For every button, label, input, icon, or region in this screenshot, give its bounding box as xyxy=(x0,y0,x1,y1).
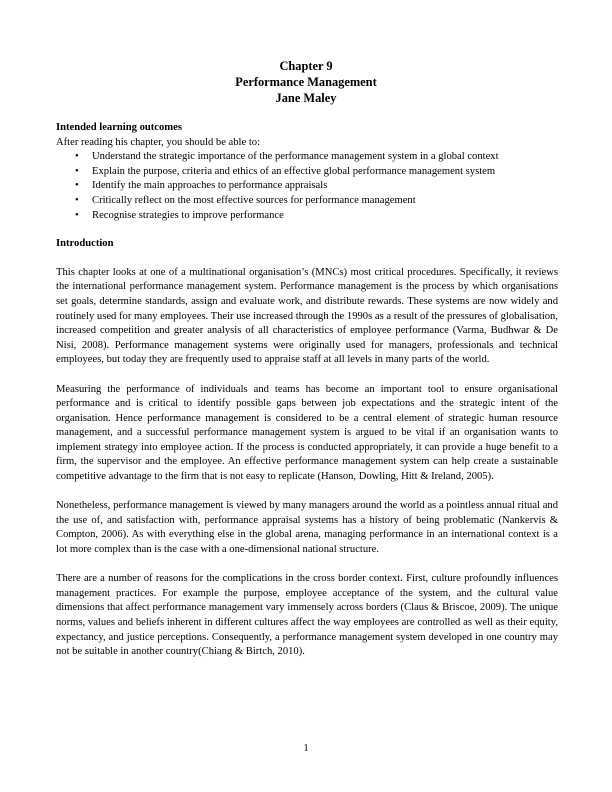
list-item-text: Recognise strategies to improve performance xyxy=(92,209,284,221)
bullet-icon: • xyxy=(75,194,79,206)
list-item xyxy=(56,165,558,180)
list-item-text: Identify the main approaches to performance appraisals xyxy=(92,180,328,192)
title-block xyxy=(0,58,612,106)
intro-paragraph-2: Measuring the performance of individuals and teams has become an important tool to ensure organisational performance and is critical to identify possible gaps between job expectations and the strategic intent of the organisation. Hence performance management is considered to be a central element of strategic human resource management, and a successful performance management system is argued to be vital if an organisation wants to implement strategy into employee action. If the process is conducted appropriately, it can provide a huge benefit to a firm, the supervisor and the employee. An effective performance management system can help create a sustainable competitive advantage to the firm that is not easy to replicate (Hanson, Dowling, Hitt & Ireland, 2005). xyxy=(56,383,558,483)
author-name: Jane Maley xyxy=(275,91,337,105)
intro-paragraph-3: Nonetheless, performance management is viewed by many managers around the world as a pointless annual ritual and the use of, and satisfaction with, performance appraisal systems has a history of being problematic (Nankervis & Compton, 2006). As with everything else in the global arena, managing performance in an international context is a lot more complex than is the case with a one-dimensional national structure. xyxy=(56,500,558,556)
list-item-text: Understand the strategic importance of the performance management system in a global context xyxy=(92,151,499,163)
page-number: 1 xyxy=(303,743,309,754)
list-item-text: Critically reflect on the most effective sources for performance management xyxy=(92,194,416,206)
list-item xyxy=(56,194,558,209)
chapter-number: Chapter 9 xyxy=(279,59,333,73)
list-item xyxy=(56,179,558,194)
bullet-icon: • xyxy=(75,165,79,177)
outcomes-intro: After reading his chapter, you should be able to: xyxy=(56,136,261,148)
bullet-icon: • xyxy=(75,151,79,163)
outcomes-heading: Intended learning outcomes xyxy=(56,122,182,133)
list-item xyxy=(56,150,558,165)
list-item xyxy=(56,209,558,224)
introduction-heading: Introduction xyxy=(56,238,114,250)
intro-paragraph-4: There are a number of reasons for the complications in the cross border context. First, culture profoundly influences management practices. For example the purpose, employee acceptance of the system, and the cultural value dimensions that affect performance management vary immensely across borders (Claus & Briscoe, 2009). The unique norms, values and beliefs inherent in different cultures affect the way employees are controlled as well as their equity, expectancy, and justice perceptions. Consequently, a performance management system developed in one country may not be suitable in another country(Chiang & Birtch, 2010). xyxy=(56,573,558,658)
chapter-title: Performance Management xyxy=(235,75,377,89)
intro-paragraph-1: This chapter looks at one of a multinational organisation’s (MNCs) most critical procedures. Specifically, it reviews the international performance management system. Performance management is the process by which organisations set goals, determine standards, assign and evaluate work, and distribute rewards. These systems are now widely and routinely used for many employees. Their use increased through the 1990s as a result of the pressures of globalisation, increased competition and greater analysis of all characteristics of employee performance (Varma, Budhwar & De Nisi, 2008). Performance management systems were originally used for managers, professionals and technical employees, but today they are frequently used to appraise staff at all levels in many parts of the world. xyxy=(56,266,558,366)
bullet-icon: • xyxy=(75,180,79,192)
outcomes-list xyxy=(56,150,558,223)
list-item-text: Explain the purpose, criteria and ethics of an effective global performance management system xyxy=(92,165,496,177)
body-content xyxy=(56,121,558,674)
bullet-icon: • xyxy=(75,209,79,221)
